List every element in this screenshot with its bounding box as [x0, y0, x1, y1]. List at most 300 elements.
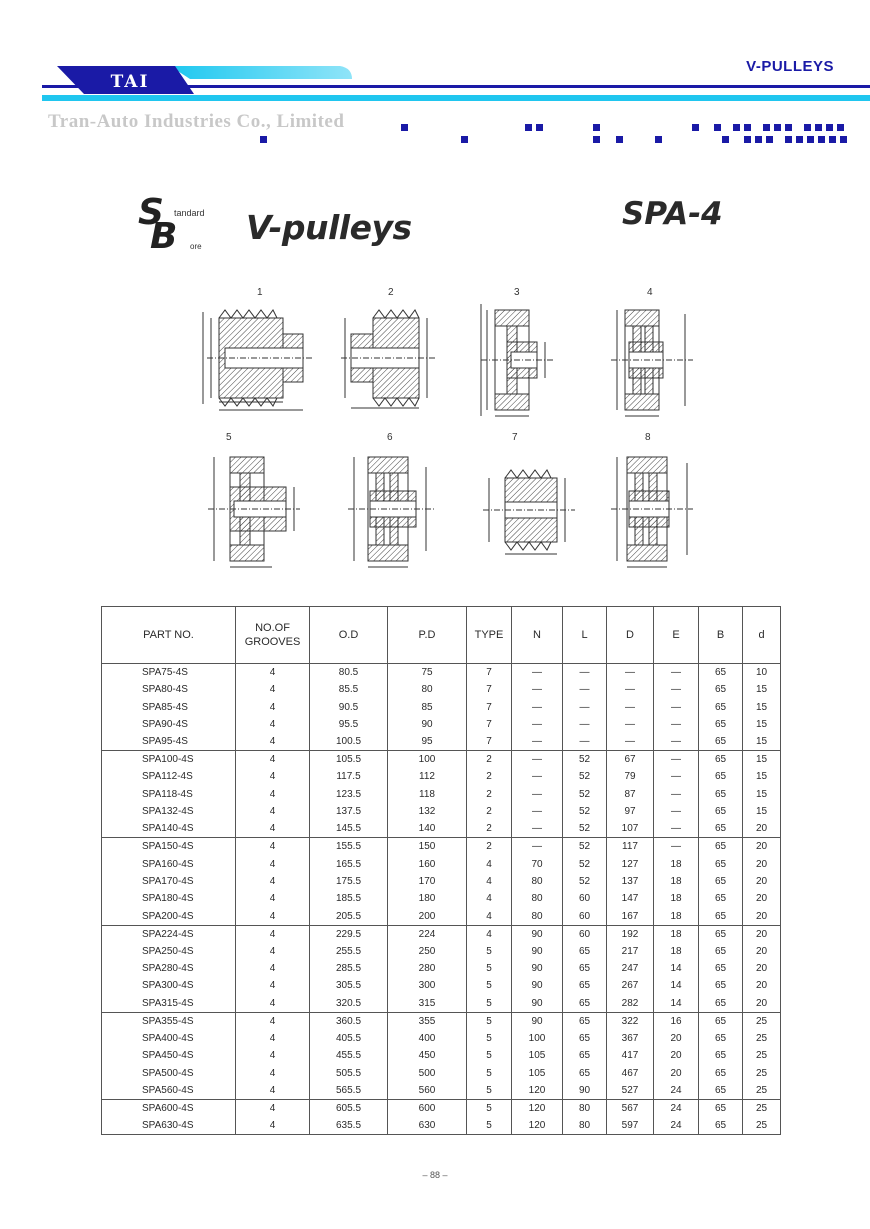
col-header: E	[654, 607, 699, 664]
table-cell: 25	[743, 1030, 781, 1047]
table-cell: 137.5	[310, 803, 388, 820]
table-cell: 5	[467, 1047, 512, 1064]
part-number-cell: SPA560-4S	[102, 1082, 236, 1100]
table-cell: 65	[699, 698, 743, 715]
table-cell: —	[512, 751, 563, 769]
table-cell: 65	[699, 733, 743, 751]
table-cell: 90	[512, 925, 563, 943]
table-cell: 120	[512, 1099, 563, 1117]
table-cell: 65	[699, 803, 743, 820]
table-cell: 367	[607, 1030, 654, 1047]
table-cell: 527	[607, 1082, 654, 1100]
table-cell: 2	[467, 838, 512, 856]
table-cell: 500	[388, 1064, 467, 1081]
table-cell: 80	[563, 1099, 607, 1117]
table-cell: 80	[512, 908, 563, 926]
table-row	[102, 1047, 781, 1064]
table-cell: —	[512, 733, 563, 751]
table-cell: 20	[743, 820, 781, 838]
table-cell: 405.5	[310, 1030, 388, 1047]
tai-logo-text: TAI	[110, 72, 150, 92]
table-cell: 117.5	[310, 768, 388, 785]
table-cell: 24	[654, 1117, 699, 1135]
part-number-cell: SPA200-4S	[102, 908, 236, 926]
section-title: V-PULLEYS	[746, 58, 834, 75]
table-cell: —	[654, 733, 699, 751]
company-name: Tran-Auto Industries Co., Limited	[48, 111, 345, 132]
table-row	[102, 716, 781, 733]
table-cell: 65	[699, 943, 743, 960]
table-cell: —	[654, 838, 699, 856]
table-cell: —	[563, 681, 607, 698]
table-cell: 4	[236, 1012, 310, 1030]
table-cell: 65	[699, 1064, 743, 1081]
table-cell: 560	[388, 1082, 467, 1100]
table-cell: 25	[743, 1047, 781, 1064]
table-row	[102, 768, 781, 785]
table-cell: 155.5	[310, 838, 388, 856]
table-cell: 300	[388, 977, 467, 994]
table-cell: 320.5	[310, 995, 388, 1013]
table-cell: 140	[388, 820, 467, 838]
table-cell: —	[563, 733, 607, 751]
table-cell: 4	[467, 890, 512, 907]
part-number-cell: SPA140-4S	[102, 820, 236, 838]
table-cell: —	[512, 820, 563, 838]
table-row	[102, 733, 781, 751]
table-row	[102, 908, 781, 926]
table-cell: 565.5	[310, 1082, 388, 1100]
table-cell: 65	[563, 1030, 607, 1047]
table-row	[102, 925, 781, 943]
table-cell: 4	[236, 977, 310, 994]
table-row	[102, 820, 781, 838]
sb-word-standard: tandard	[174, 208, 205, 218]
table-cell: 132	[388, 803, 467, 820]
table-cell: 79	[607, 768, 654, 785]
table-cell: 4	[467, 873, 512, 890]
table-cell: 250	[388, 943, 467, 960]
table-row	[102, 1082, 781, 1100]
table-cell: 4	[236, 1030, 310, 1047]
table-cell: 24	[654, 1082, 699, 1100]
table-cell: —	[654, 716, 699, 733]
table-cell: 25	[743, 1099, 781, 1117]
table-cell: 4	[467, 925, 512, 943]
part-number-cell: SPA95-4S	[102, 733, 236, 751]
table-cell: 80	[512, 873, 563, 890]
table-cell: —	[607, 698, 654, 715]
table-cell: 4	[467, 855, 512, 872]
table-cell: 4	[236, 838, 310, 856]
table-cell: 65	[699, 1030, 743, 1047]
part-number-cell: SPA224-4S	[102, 925, 236, 943]
table-cell: 20	[743, 838, 781, 856]
sb-letter-s: S	[138, 192, 164, 233]
table-cell: 467	[607, 1064, 654, 1081]
table-cell: 4	[236, 960, 310, 977]
table-cell: 65	[563, 1047, 607, 1064]
table-cell: 150	[388, 838, 467, 856]
table-cell: 4	[236, 751, 310, 769]
table-cell: 118	[388, 786, 467, 803]
table-row	[102, 664, 781, 682]
table-cell: 25	[743, 1012, 781, 1030]
drawing-label-1: 1	[257, 287, 263, 298]
table-cell: 5	[467, 1117, 512, 1135]
table-cell: 224	[388, 925, 467, 943]
pulley-drawing-type-5	[200, 447, 310, 577]
table-cell: 15	[743, 733, 781, 751]
table-cell: 85	[388, 698, 467, 715]
table-cell: 355	[388, 1012, 467, 1030]
table-cell: 16	[654, 1012, 699, 1030]
table-cell: 65	[699, 838, 743, 856]
table-cell: —	[512, 768, 563, 785]
table-cell: 120	[512, 1117, 563, 1135]
table-cell: 15	[743, 803, 781, 820]
table-cell: 65	[699, 820, 743, 838]
table-cell: 2	[467, 820, 512, 838]
table-cell: 400	[388, 1030, 467, 1047]
table-cell: 305.5	[310, 977, 388, 994]
table-row	[102, 698, 781, 715]
table-cell: 15	[743, 751, 781, 769]
table-cell: —	[654, 698, 699, 715]
table-row	[102, 855, 781, 872]
part-number-cell: SPA132-4S	[102, 803, 236, 820]
part-number-cell: SPA630-4S	[102, 1117, 236, 1135]
col-header: P.D	[388, 607, 467, 664]
table-cell: 567	[607, 1099, 654, 1117]
spec-table	[101, 606, 781, 1135]
table-cell: 95.5	[310, 716, 388, 733]
table-cell: 75	[388, 664, 467, 682]
table-cell: 4	[236, 890, 310, 907]
table-row	[102, 873, 781, 890]
table-cell: 4	[236, 716, 310, 733]
table-cell: 7	[467, 733, 512, 751]
table-cell: 455.5	[310, 1047, 388, 1064]
table-cell: —	[512, 786, 563, 803]
table-cell: —	[512, 698, 563, 715]
product-title: V-pulleys	[246, 208, 412, 247]
table-cell: 285.5	[310, 960, 388, 977]
part-number-cell: SPA160-4S	[102, 855, 236, 872]
table-cell: 65	[699, 925, 743, 943]
part-number-cell: SPA500-4S	[102, 1064, 236, 1081]
table-cell: —	[607, 733, 654, 751]
table-cell: 65	[699, 786, 743, 803]
table-cell: 127	[607, 855, 654, 872]
table-cell: 52	[563, 803, 607, 820]
table-cell: 4	[236, 1082, 310, 1100]
table-cell: 90	[512, 977, 563, 994]
table-cell: 90.5	[310, 698, 388, 715]
table-cell: 105	[512, 1047, 563, 1064]
table-cell: 18	[654, 855, 699, 872]
table-cell: 52	[563, 873, 607, 890]
table-cell: —	[654, 820, 699, 838]
table-row	[102, 751, 781, 769]
table-cell: 60	[563, 925, 607, 943]
table-cell: 5	[467, 943, 512, 960]
table-cell: 4	[236, 803, 310, 820]
table-cell: 70	[512, 855, 563, 872]
table-cell: 185.5	[310, 890, 388, 907]
table-cell: 117	[607, 838, 654, 856]
table-cell: 65	[563, 1012, 607, 1030]
table-cell: 15	[743, 786, 781, 803]
table-cell: 4	[236, 664, 310, 682]
part-number-cell: SPA450-4S	[102, 1047, 236, 1064]
table-cell: 267	[607, 977, 654, 994]
sb-letter-b: B	[150, 216, 178, 257]
table-cell: 175.5	[310, 873, 388, 890]
table-cell: 20	[743, 890, 781, 907]
table-cell: 170	[388, 873, 467, 890]
table-cell: 4	[467, 908, 512, 926]
series-code: SPA-4	[622, 196, 723, 232]
table-cell: 18	[654, 908, 699, 926]
part-number-cell: SPA112-4S	[102, 768, 236, 785]
table-cell: 15	[743, 681, 781, 698]
table-cell: 90	[388, 716, 467, 733]
table-cell: 20	[743, 960, 781, 977]
table-cell: 192	[607, 925, 654, 943]
table-cell: 20	[743, 873, 781, 890]
table-cell: 147	[607, 890, 654, 907]
table-cell: 505.5	[310, 1064, 388, 1081]
table-row	[102, 943, 781, 960]
table-cell: 2	[467, 786, 512, 803]
table-cell: —	[512, 681, 563, 698]
table-cell: 2	[467, 751, 512, 769]
table-cell: 80	[388, 681, 467, 698]
part-number-cell: SPA280-4S	[102, 960, 236, 977]
table-cell: 80	[563, 1117, 607, 1135]
table-cell: 5	[467, 1012, 512, 1030]
table-cell: 4	[236, 733, 310, 751]
table-row	[102, 1012, 781, 1030]
table-cell: 280	[388, 960, 467, 977]
table-row	[102, 1064, 781, 1081]
part-number-cell: SPA315-4S	[102, 995, 236, 1013]
table-cell: —	[654, 664, 699, 682]
col-header: PART NO.	[102, 607, 236, 664]
table-cell: —	[512, 716, 563, 733]
table-cell: 65	[699, 908, 743, 926]
table-cell: —	[563, 698, 607, 715]
table-cell: —	[512, 838, 563, 856]
table-cell: 65	[699, 995, 743, 1013]
table-cell: —	[512, 664, 563, 682]
table-cell: 65	[699, 751, 743, 769]
table-cell: 112	[388, 768, 467, 785]
table-cell: 100	[512, 1030, 563, 1047]
table-cell: 95	[388, 733, 467, 751]
table-cell: —	[607, 681, 654, 698]
table-cell: 180	[388, 890, 467, 907]
table-cell: 5	[467, 1064, 512, 1081]
table-cell: 247	[607, 960, 654, 977]
table-row	[102, 995, 781, 1013]
table-cell: 4	[236, 908, 310, 926]
table-cell: 52	[563, 786, 607, 803]
table-cell: 4	[236, 786, 310, 803]
table-cell: 18	[654, 890, 699, 907]
table-cell: 2	[467, 768, 512, 785]
table-cell: 25	[743, 1082, 781, 1100]
table-cell: 4	[236, 995, 310, 1013]
table-cell: —	[563, 664, 607, 682]
table-cell: 4	[236, 855, 310, 872]
table-cell: 20	[743, 908, 781, 926]
table-cell: —	[607, 716, 654, 733]
table-cell: 282	[607, 995, 654, 1013]
col-header: TYPE	[467, 607, 512, 664]
table-cell: —	[654, 803, 699, 820]
table-row	[102, 681, 781, 698]
table-cell: 90	[512, 960, 563, 977]
table-cell: 107	[607, 820, 654, 838]
table-cell: 5	[467, 1030, 512, 1047]
table-cell: 65	[563, 1064, 607, 1081]
table-cell: 52	[563, 820, 607, 838]
table-cell: 145.5	[310, 820, 388, 838]
table-cell: 229.5	[310, 925, 388, 943]
table-cell: 65	[563, 977, 607, 994]
table-cell: 4	[236, 1117, 310, 1135]
table-cell: 322	[607, 1012, 654, 1030]
table-cell: 7	[467, 716, 512, 733]
table-cell: 5	[467, 977, 512, 994]
table-cell: 90	[563, 1082, 607, 1100]
part-number-cell: SPA400-4S	[102, 1030, 236, 1047]
table-cell: 80.5	[310, 664, 388, 682]
part-number-cell: SPA180-4S	[102, 890, 236, 907]
table-cell: 160	[388, 855, 467, 872]
table-cell: 630	[388, 1117, 467, 1135]
pulley-drawing-type-3	[475, 300, 585, 425]
table-cell: 4	[236, 873, 310, 890]
table-row	[102, 890, 781, 907]
pulley-drawing-type-1	[195, 302, 325, 414]
table-cell: 65	[699, 716, 743, 733]
table-row	[102, 977, 781, 994]
table-cell: 205.5	[310, 908, 388, 926]
table-cell: 65	[699, 1099, 743, 1117]
table-cell: 165.5	[310, 855, 388, 872]
table-row	[102, 786, 781, 803]
table-cell: 4	[236, 1047, 310, 1064]
part-number-cell: SPA80-4S	[102, 681, 236, 698]
part-number-cell: SPA100-4S	[102, 751, 236, 769]
table-cell: 65	[699, 1012, 743, 1030]
table-body	[102, 664, 781, 1135]
part-number-cell: SPA75-4S	[102, 664, 236, 682]
table-cell: 52	[563, 751, 607, 769]
table-cell: 18	[654, 925, 699, 943]
part-number-cell: SPA118-4S	[102, 786, 236, 803]
table-cell: 90	[512, 943, 563, 960]
table-cell: 65	[699, 1047, 743, 1064]
table-cell: 4	[236, 681, 310, 698]
table-cell: 25	[743, 1064, 781, 1081]
table-row	[102, 1099, 781, 1117]
table-cell: 52	[563, 838, 607, 856]
table-cell: 65	[699, 960, 743, 977]
table-cell: 167	[607, 908, 654, 926]
table-cell: 15	[743, 716, 781, 733]
part-number-cell: SPA85-4S	[102, 698, 236, 715]
page-number: – 88 –	[422, 1170, 448, 1180]
table-cell: 7	[467, 681, 512, 698]
table-cell: 105	[512, 1064, 563, 1081]
table-cell: 80	[512, 890, 563, 907]
pulley-drawing-type-8	[605, 447, 705, 577]
table-cell: 597	[607, 1117, 654, 1135]
table-cell: 417	[607, 1047, 654, 1064]
table-row	[102, 803, 781, 820]
table-cell: 123.5	[310, 786, 388, 803]
table-cell: 60	[563, 908, 607, 926]
table-cell: 4	[236, 820, 310, 838]
table-cell: 60	[563, 890, 607, 907]
table-cell: 65	[563, 943, 607, 960]
table-cell: 20	[743, 977, 781, 994]
col-header: B	[699, 607, 743, 664]
table-cell: 7	[467, 664, 512, 682]
table-cell: 15	[743, 698, 781, 715]
table-cell: 15	[743, 768, 781, 785]
table-cell: —	[654, 786, 699, 803]
part-number-cell: SPA150-4S	[102, 838, 236, 856]
table-cell: 25	[743, 1117, 781, 1135]
table-cell: 360.5	[310, 1012, 388, 1030]
table-cell: 605.5	[310, 1099, 388, 1117]
table-row	[102, 1117, 781, 1135]
table-header-row	[102, 607, 781, 664]
table-cell: —	[654, 768, 699, 785]
drawing-label-3: 3	[514, 287, 520, 298]
table-cell: 5	[467, 995, 512, 1013]
table-cell: 24	[654, 1099, 699, 1117]
table-cell: 5	[467, 1099, 512, 1117]
table-cell: 4	[236, 943, 310, 960]
table-cell: 20	[743, 995, 781, 1013]
table-cell: 100.5	[310, 733, 388, 751]
table-cell: 14	[654, 995, 699, 1013]
table-cell: —	[512, 803, 563, 820]
table-cell: 65	[699, 1082, 743, 1100]
table-cell: 65	[699, 1117, 743, 1135]
table-cell: —	[563, 716, 607, 733]
table-cell: 65	[563, 995, 607, 1013]
table-cell: 85.5	[310, 681, 388, 698]
table-cell: 90	[512, 995, 563, 1013]
table-cell: 100	[388, 751, 467, 769]
table-cell: —	[654, 751, 699, 769]
table-cell: 4	[236, 1064, 310, 1081]
table-cell: —	[607, 664, 654, 682]
table-cell: 4	[236, 925, 310, 943]
table-cell: 7	[467, 698, 512, 715]
table-cell: 315	[388, 995, 467, 1013]
table-cell: 20	[654, 1030, 699, 1047]
table-cell: 137	[607, 873, 654, 890]
table-cell: 105.5	[310, 751, 388, 769]
